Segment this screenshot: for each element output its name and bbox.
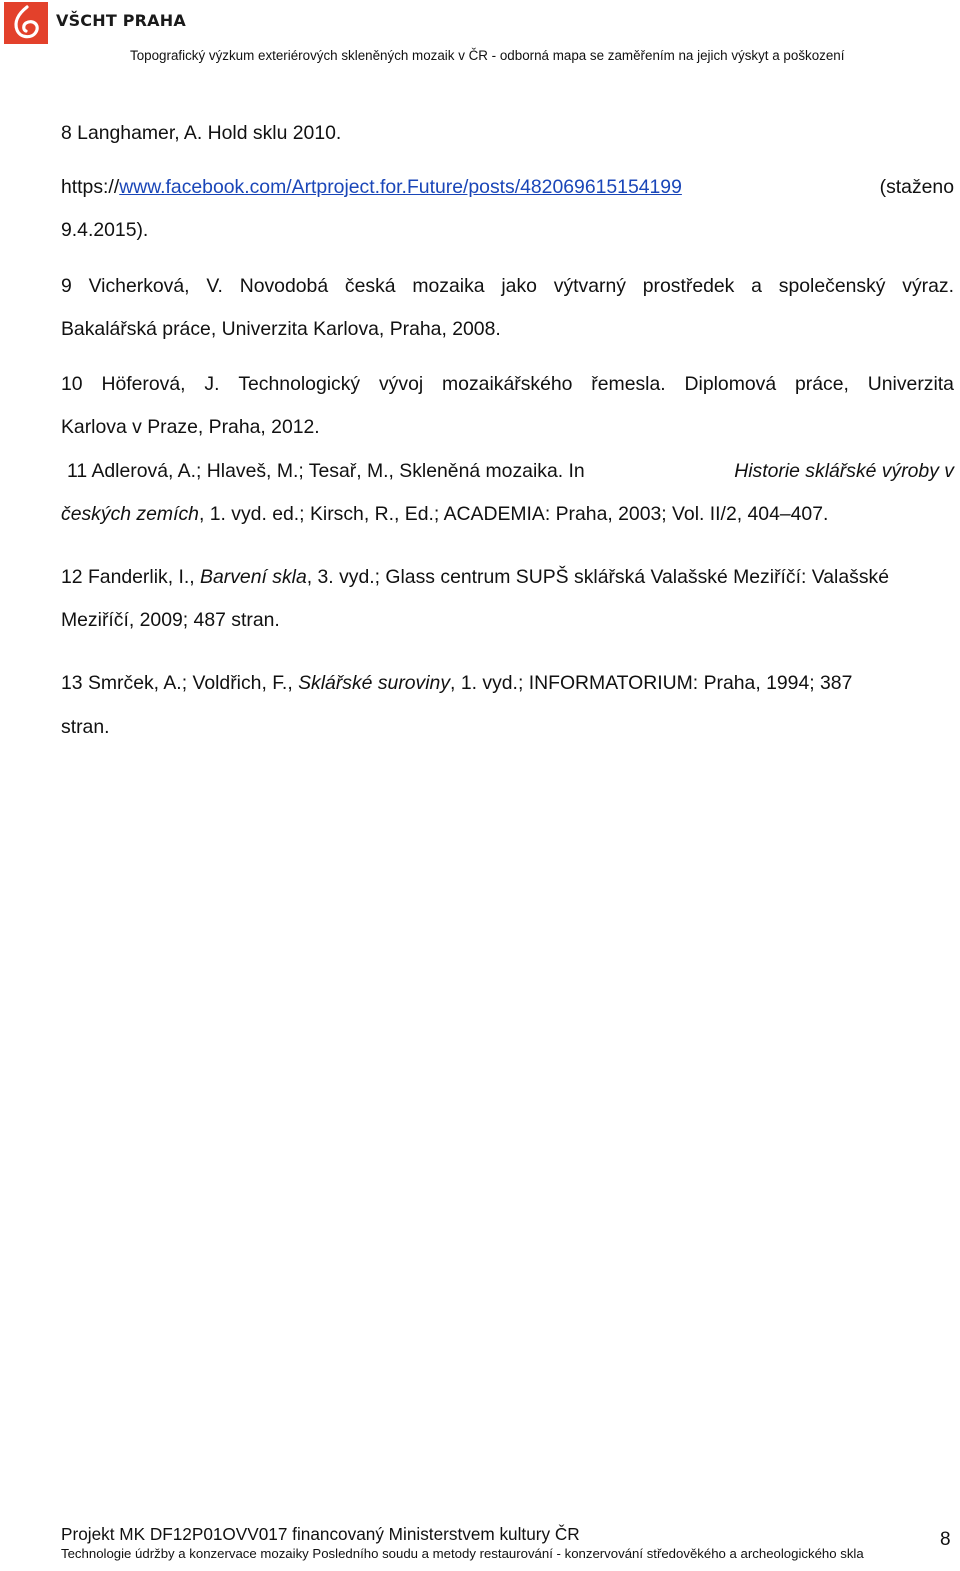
book-title-barveni: Barvení skla [200, 566, 307, 588]
reference-8-url-line [61, 166, 954, 209]
reference-9-word: V. [206, 275, 223, 297]
reference-8-date: 9.4.2015). [61, 219, 149, 241]
reference-10-word: práce, [794, 373, 849, 395]
reference-11-line-2: českých zemích, 1. vyd. ed.; Kirsch, R., Ed.; ACADEMIA: Praha, 2003; Vol. II/2, 404–407. [61, 503, 829, 525]
reference-9-line-1 [61, 265, 954, 308]
footer-project-line: Projekt MK DF12P01OVV017 financovaný Ministerstvem kultury ČR [61, 1524, 580, 1544]
reference-10-line-2: Karlova v Praze, Praha, 2012. [61, 416, 320, 438]
reference-9-word: česká [344, 275, 396, 297]
facebook-link[interactable]: www.facebook.com/Artproject.for.Future/posts/482069615154199 [119, 176, 682, 198]
reference-13-line-2: stran. [61, 716, 110, 738]
reference-9-word: jako [501, 275, 537, 297]
reference-10-word: Höferová, [101, 373, 186, 395]
reference-12 [61, 556, 954, 599]
reference-9-word: a [751, 275, 762, 297]
reference-9-word: výraz. [902, 275, 954, 297]
url-prefix: https:// [61, 176, 120, 198]
page-number: 8 [940, 1529, 951, 1550]
reference-8 [61, 112, 954, 155]
reference-10-line-2-wrap [61, 406, 954, 449]
reference-10-word: J. [204, 373, 220, 395]
brand-name: VŠCHT PRAHA [56, 11, 186, 30]
reference-10-line-1 [61, 363, 954, 406]
reference-11-line-2-wrap [61, 493, 954, 536]
reference-10 [61, 363, 954, 406]
reference-10-word: vývoj [378, 373, 424, 395]
reference-10-word: Technologický [238, 373, 361, 395]
reference-10-word: 10 [61, 373, 83, 395]
reference-11 [61, 450, 954, 493]
footer-technology-line: Technologie údržby a konzervace mozaiky Posledního soudu a metody restaurování - konzervování středověkého a archeologického skla [61, 1546, 864, 1561]
reference-12-line-2: Meziříčí, 2009; 487 stran. [61, 609, 280, 631]
stazeno-label: (staženo [879, 176, 954, 198]
reference-10-word: Diplomová [684, 373, 777, 395]
reference-12-line-2-wrap [61, 599, 954, 642]
reference-11-line-1: 11 Adlerová, A.; Hlaveš, M.; Tesař, M., Skleněná mozaika. In Historie sklářské výroby v [61, 450, 954, 493]
reference-12-line-1: 12 Fanderlik, I., Barvení skla, 3. vyd.; Glass centrum SUPŠ sklářská Valašské Meziříčí: Valašské [61, 566, 890, 588]
book-title-suroviny: Sklářské suroviny [298, 672, 451, 694]
reference-9-line-2-wrap [61, 308, 954, 351]
reference-8-line-1: 8 Langhamer, A. Hold sklu 2010. [61, 122, 342, 144]
header-subtitle: Topografický výzkum exteriérových skleněných mozaik v ČR - odborná mapa se zaměřením na jejich výskyt a poškození [130, 48, 845, 63]
reference-10-word: Univerzita [867, 373, 954, 395]
reference-13-line-1: 13 Smrček, A.; Voldřich, F., Sklářské suroviny, 1. vyd.; INFORMATORIUM: Praha, 1994; 387 [61, 672, 853, 694]
reference-10-word: mozaikářského [442, 373, 573, 395]
page-header [0, 0, 960, 72]
reference-9-word: mozaika [412, 275, 485, 297]
vscht-logo-icon [4, 2, 48, 44]
reference-9-word: společenský [778, 275, 886, 297]
reference-13-line-2-wrap [61, 706, 954, 749]
reference-9-line-2: Bakalářská práce, Univerzita Karlova, Praha, 2008. [61, 318, 501, 340]
reference-10-word: řemesla. [591, 373, 666, 395]
book-title-historie: Historie sklářské výroby v [734, 460, 954, 482]
reference-9 [61, 265, 954, 308]
reference-9-word: prostředek [642, 275, 735, 297]
reference-9-word: výtvarný [553, 275, 626, 297]
reference-9-word: 9 [61, 275, 72, 297]
reference-9-word: Vicherková, [88, 275, 190, 297]
reference-13 [61, 662, 954, 705]
reference-9-word: Novodobá [239, 275, 329, 297]
page-footer [61, 1524, 954, 1563]
